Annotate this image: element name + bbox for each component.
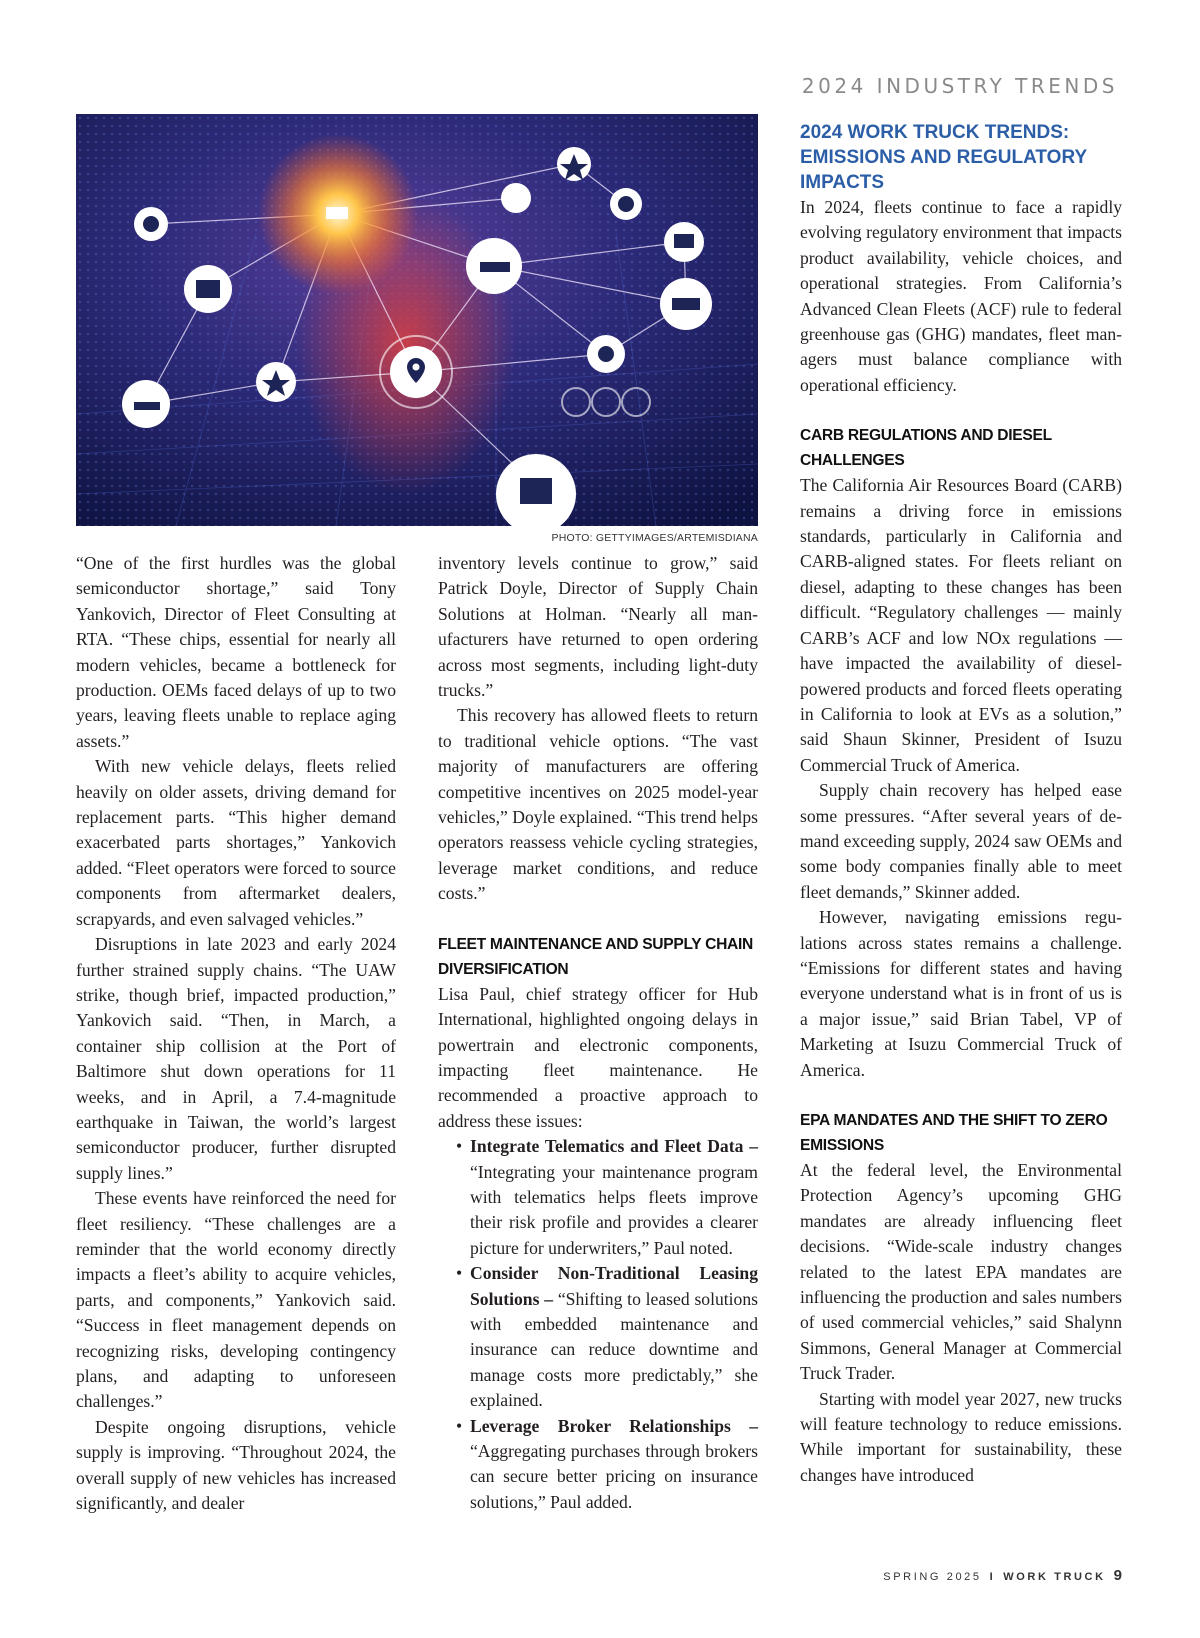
- article-column-3: [800, 120, 1122, 1488]
- paragraph: The California Air Resources Board (CARB) remains a driving force in emissions standards, particularly in California and CARB-aligned states. For fleets reliant on diesel, adapting to these changes has been difficult. “Regulatory challenges — mainly CARB’s ACF and low NOx regulations — have impacted the availability of diesel-powered products and forced fleets operating in California to look at EVs as a solution,” said Shaun Skinner, President of Isuzu Commercial Truck of America.: [800, 475, 1122, 775]
- list-item-lead: Consider Non-Traditional Leasing Solutions –: [470, 1263, 758, 1309]
- section-heading: FLEET MAINTENANCE AND SUPPLY CHAIN DIVERSIFICATION: [438, 935, 753, 978]
- paragraph: Lisa Paul, chief strategy officer for Hub International, highlighted ongoing delays in powertrain and electronic components, impacting fleet maintenance. He recommended a proactive approach to address these issues:: [438, 983, 758, 1131]
- page-footer: [883, 1567, 1122, 1584]
- paragraph: Starting with model year 2027, new trucks will feature technology to reduce emissions. While important for sustainability, these changes have introduced: [800, 1388, 1122, 1485]
- article-column-1: [76, 551, 396, 1516]
- list-item-text: “Shifting to leased solutions with embedded maintenance and insurance can reduce downtime and manage costs more predictably,” she explained.: [470, 1288, 758, 1411]
- section-heading: EPA MANDATES AND THE SHIFT TO ZERO EMISSIONS: [800, 1112, 1108, 1154]
- section-heading: CARB REGULATIONS AND DIESEL CHALLENGES: [800, 427, 1052, 470]
- paragraph: These events have reinforced the need for fleet resiliency. “These challenges are a reminder that the world economy directly impacts a fleet’s ability to acquire vehicles, parts, and components,” Yankovich said. “Success in fleet management depends on recognizing risks, developing contingency plans, and adapting to unforeseen challenges.”: [76, 1188, 396, 1412]
- paragraph: Despite ongoing disruptions, vehicle supply is improving. “Throughout 2024, the overall supply of new vehicles has increased significantly, and dealer: [76, 1416, 396, 1514]
- footer-separator: I: [989, 1571, 996, 1583]
- article-headline: 2024 WORK TRUCK TRENDS: EMISSIONS AND REGULATORY IMPACTS: [800, 122, 1087, 193]
- list-item: [456, 1134, 758, 1261]
- list-item-text: “Integrating your maintenance program with telematics helps fleets improve their risk profile and provides a clearer picture for underwriters,” Paul noted.: [470, 1161, 758, 1258]
- section-tag: 2024 INDUSTRY TRENDS: [801, 74, 1118, 98]
- paragraph: Disruptions in late 2023 and early 2024 further strained supply chains. “The UAW strike, though brief, impacted production,” Yankovich said. “Then, in March, a container ship collision at the Port of Baltimore shut down operations for 11 weeks, and in April, a 7.4-magnitude earthquake in Taiwan, the world’s largest semiconductor producer, further disrupted supply lines.”: [76, 934, 396, 1183]
- list-item-lead: Leverage Broker Relationships –: [470, 1415, 758, 1436]
- paragraph: Supply chain recovery has helped ease some pressures. “After several years of demand exceeding supply, 2024 saw OEMs and some body companies finally able to meet fleet demands,” Skinner added.: [800, 780, 1122, 902]
- paragraph: inventory levels continue to grow,” said Patrick Doyle, Director of Supply Chain Solutions at Holman. “Nearly all manufacturers have returned to open ordering across most segments, including light-duty trucks.”: [438, 553, 758, 701]
- issue-date: SPRING 2025: [883, 1571, 982, 1583]
- paragraph: This recovery has allowed fleets to return to traditional vehicle options. “The vast majority of manufacturers are offering competitive incentives on 2025 model-year vehicles,” Doyle explained. “This trend helps operators reassess vehicle cycling strategies, leverage market conditions, and reduce costs.”: [438, 705, 759, 904]
- photo-credit: PHOTO: GETTYIMAGES/ARTEMISDIANA: [551, 532, 758, 544]
- list-item-text: “Aggregating purchases through brokers can secure better pricing on insurance solutions,” Paul added.: [470, 1441, 758, 1512]
- paragraph: In 2024, fleets continue to face a rapidly evolving regulatory environment that impacts product availability, vehicle choices, and operational strategies. From California’s Advanced Clean Fleets (ACF) rule to federal greenhouse gas (GHG) mandates, fleet managers must balance compliance with operational efficiency.: [800, 197, 1122, 395]
- list-item: [456, 1261, 758, 1413]
- paragraph: At the federal level, the Environmental Protection Agency’s upcoming GHG mandates are already influencing fleet decisions. “Wide-scale industry changes related to the latest EPA mandates are influencing the production and sales numbers of used commercial vehicles,” said Shalynn Simmons, General Manager at Commercial Truck Trader.: [800, 1160, 1122, 1384]
- hero-photo: [76, 114, 758, 526]
- article-column-2: [438, 551, 758, 1515]
- magazine-name: WORK TRUCK: [1003, 1571, 1106, 1583]
- paragraph: With new vehicle delays, fleets relied heavily on older assets, driving demand for replacement parts. “This higher demand exacerbated parts shortages,” Yankovich added. “Fleet operators were forced to source components from aftermarket dealers, scrapyards, and even salvaged vehicles.”: [76, 756, 396, 929]
- page-number: 9: [1113, 1567, 1122, 1584]
- list-item: [456, 1414, 758, 1516]
- list-item-lead: Integrate Telematics and Fleet Data –: [470, 1136, 758, 1157]
- recommendation-list: [456, 1134, 758, 1515]
- paragraph: However, navigating emissions regulations across states remains a challenge. “Emissions for different states and having everyone understand what is in front of us is a major issue,” said Brian Tabel, VP of Marketing at Isuzu Commercial Truck of America.: [800, 907, 1122, 1080]
- paragraph: “One of the first hurdles was the global semiconductor shortage,” said Tony Yankovich, Director of Fleet Consulting at RTA. “These chips, essential for nearly all modern vehicles, became a bottleneck for production. OEMs faced delays of up to two years, leaving fleets unable to replace aging assets.”: [76, 553, 396, 751]
